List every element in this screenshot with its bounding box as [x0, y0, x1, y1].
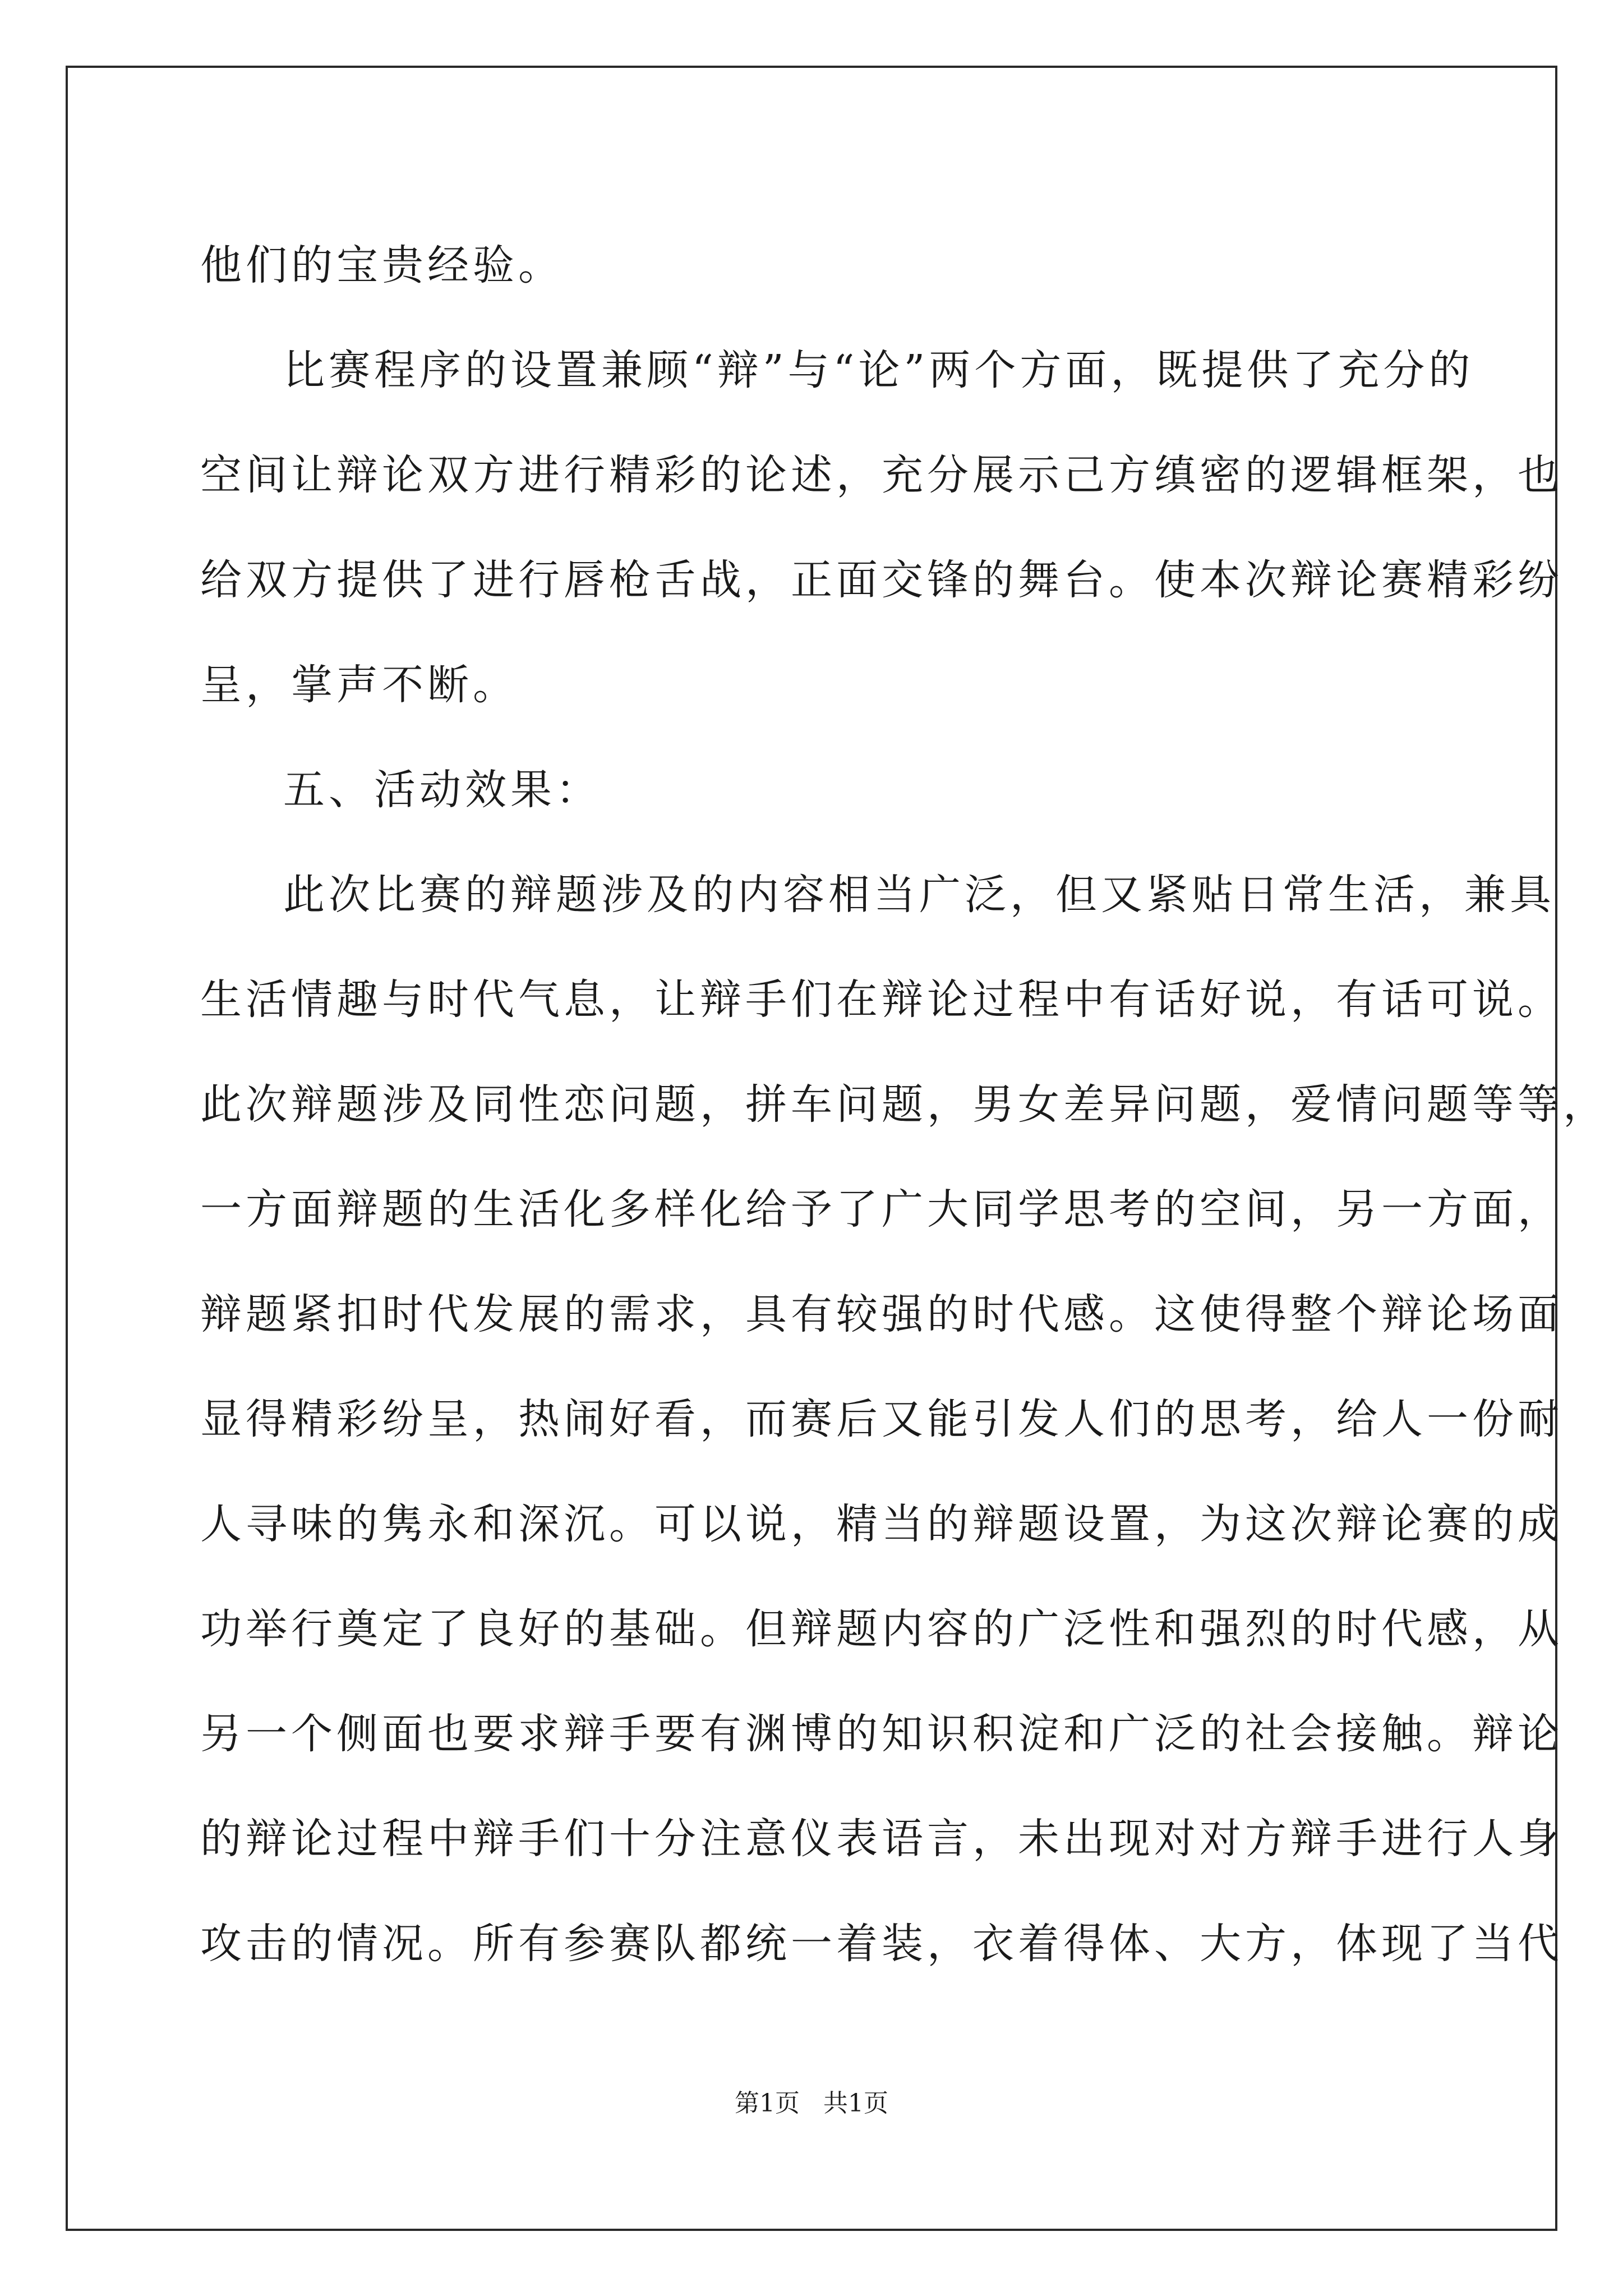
- section-heading: 五、活动效果：: [283, 766, 601, 814]
- text-line: 呈，掌声不断。: [200, 661, 518, 709]
- text-line: 此次比赛的辩题涉及的内容相当广泛，但又紧贴日常生活，兼具: [283, 871, 1555, 919]
- text-line: 生活情趣与时代气息，让辩手们在辩论过程中有话好说，有话可说。: [200, 976, 1563, 1024]
- text-line: 空间让辩论双方进行精彩的论述，充分展示己方缜密的逻辑框架，也: [200, 451, 1563, 499]
- text-line: 此次辩题涉及同性恋问题，拼车问题，男女差异问题，爱情问题等等，: [200, 1080, 1608, 1129]
- text-line: 辩题紧扣时代发展的需求，具有较强的时代感。这使得整个辩论场面: [200, 1290, 1563, 1338]
- text-line: 人寻味的隽永和深沉。可以说，精当的辩题设置，为这次辩论赛的成: [200, 1500, 1563, 1548]
- text-line: 一方面辩题的生活化多样化给予了广大同学思考的空间，另一方面，: [200, 1185, 1563, 1234]
- text-line: 他们的宝贵经验。: [200, 241, 564, 289]
- document-body: [200, 213, 1608, 1996]
- paragraph: [200, 213, 1608, 1996]
- text-line: 攻击的情况。所有参赛队都统一着装，衣着得体、大方，体现了当代: [200, 1920, 1563, 1968]
- page-footer: [0, 2083, 1623, 2119]
- text-line: 给双方提供了进行唇枪舌战，正面交锋的舞台。使本次辩论赛精彩纷: [200, 556, 1563, 604]
- text-line: 的辩论过程中辩手们十分注意仪表语言，未出现对对方辩手进行人身: [200, 1815, 1563, 1863]
- text-line: 比赛程序的设置兼顾“辩”与“论”两个方面，既提供了充分的: [283, 346, 1474, 394]
- text-line: 显得精彩纷呈，热闹好看，而赛后又能引发人们的思考，给人一份耐: [200, 1395, 1563, 1443]
- text-line: 功举行奠定了良好的基础。但辩题内容的广泛性和强烈的时代感，从: [200, 1605, 1563, 1653]
- page-total: 共1页: [823, 2089, 888, 2118]
- text-line: 另一个侧面也要求辩手要有渊博的知识积淀和广泛的社会接触。辩论: [200, 1710, 1563, 1758]
- page-number: 第1页: [735, 2089, 800, 2118]
